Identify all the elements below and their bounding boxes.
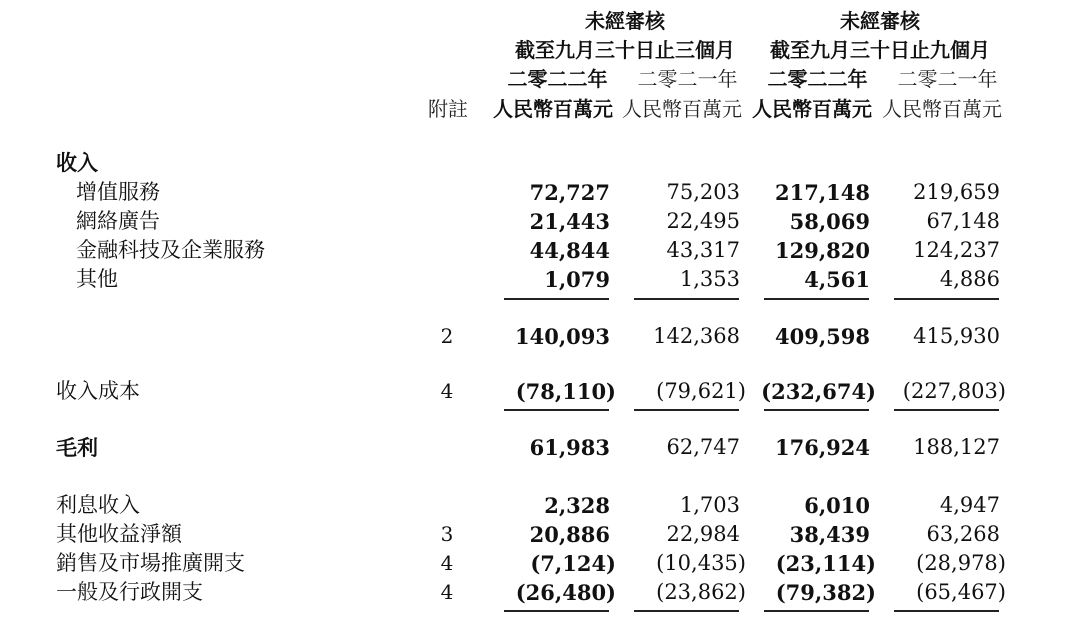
selling-value-2022-9m: (23,114) (775, 551, 876, 576)
vas-value-2022-9m: 217,148 (775, 180, 870, 205)
subtotal-rule (504, 610, 609, 612)
selling-value-2022-3m: (7,124) (530, 551, 616, 576)
admin-value-2021-9m: (65,467) (916, 580, 1006, 604)
revenue-total-2021-9m: 415,930 (913, 324, 1000, 348)
subtotal-rule (504, 409, 609, 411)
other-gains-value-2022-3m: 20,886 (529, 522, 610, 547)
gross-value-2022-3m: 61,983 (529, 435, 610, 460)
revenue-total-2022-3m: 140,093 (515, 324, 610, 349)
vas-value-2022-3m: 72,727 (529, 180, 610, 205)
admin-note: 4 (440, 580, 454, 604)
revenue-total-note: 2 (440, 324, 454, 348)
others-value-2022-9m: 4,561 (804, 267, 870, 292)
subtotal-rule (504, 298, 609, 300)
ads-value-2021-3m: 22,495 (666, 209, 740, 233)
other-gains-value-2021-9m: 63,268 (926, 522, 1000, 546)
cost-note: 4 (440, 379, 454, 403)
subtotal-rule (634, 298, 739, 300)
subtotal-rule (764, 298, 869, 300)
interest-value-2022-3m: 2,328 (544, 493, 610, 518)
interest-value-2021-9m: 4,947 (939, 493, 1000, 517)
admin-value-2022-9m: (79,382) (775, 580, 876, 605)
ads-value-2022-3m: 21,443 (529, 209, 610, 234)
header-col1-year: 二零二二年 (507, 67, 608, 91)
other-gains-value-2022-9m: 38,439 (789, 522, 870, 547)
revenue-total-2022-9m: 409,598 (775, 324, 870, 349)
row-label-admin: 一般及行政開支 (56, 580, 203, 604)
header-note-label: 附註 (428, 97, 468, 121)
header-col2-unit: 人民幣百萬元 (622, 97, 742, 121)
fintech-value-2021-3m: 43,317 (666, 238, 740, 262)
selling-value-2021-3m: (10,435) (656, 551, 746, 575)
subtotal-rule (894, 409, 999, 411)
header-unaudited-3m: 未經審核 (585, 9, 665, 33)
header-col1-unit: 人民幣百萬元 (493, 97, 613, 121)
row-label-interest: 利息收入 (56, 493, 140, 517)
cost-value-2021-3m: (79,621) (656, 379, 746, 403)
revenue-total-2021-3m: 142,368 (653, 324, 740, 348)
fintech-value-2022-3m: 44,844 (529, 238, 610, 263)
admin-value-2021-3m: (23,862) (656, 580, 746, 604)
subtotal-rule (764, 610, 869, 612)
selling-value-2021-9m: (28,978) (916, 551, 1006, 575)
vas-value-2021-9m: 219,659 (913, 180, 1000, 204)
header-col4-year: 二零二一年 (897, 67, 998, 91)
interest-value-2021-3m: 1,703 (679, 493, 740, 517)
other-gains-note: 3 (440, 522, 454, 546)
row-label-gross: 毛利 (56, 435, 98, 460)
subtotal-rule (634, 610, 739, 612)
subtotal-rule (764, 409, 869, 411)
row-label-selling: 銷售及市場推廣開支 (56, 551, 245, 575)
row-label-ads: 網絡廣告 (76, 209, 160, 233)
row-label-fintech: 金融科技及企業服務 (76, 238, 265, 262)
ads-value-2021-9m: 67,148 (926, 209, 1000, 233)
ads-value-2022-9m: 58,069 (789, 209, 870, 234)
subtotal-rule (894, 610, 999, 612)
interest-value-2022-9m: 6,010 (804, 493, 870, 518)
row-label-vas: 增值服務 (76, 180, 160, 204)
row-label-others: 其他 (76, 267, 118, 291)
fintech-value-2021-9m: 124,237 (913, 238, 1000, 262)
vas-value-2021-3m: 75,203 (666, 180, 740, 204)
header-unaudited-9m: 未經審核 (840, 9, 920, 33)
others-value-2022-3m: 1,079 (544, 267, 610, 292)
row-label-other-gains: 其他收益淨額 (56, 522, 182, 546)
gross-value-2021-9m: 188,127 (913, 435, 1000, 459)
header-period-9m: 截至九月三十日止九個月 (770, 38, 990, 62)
header-col4-unit: 人民幣百萬元 (882, 97, 1002, 121)
subtotal-rule (894, 298, 999, 300)
admin-value-2022-3m: (26,480) (515, 580, 616, 605)
other-gains-value-2021-3m: 22,984 (666, 522, 740, 546)
header-col3-unit: 人民幣百萬元 (752, 97, 872, 121)
others-value-2021-3m: 1,353 (679, 267, 740, 291)
cost-value-2021-9m: (227,803) (902, 379, 1006, 403)
revenue-heading: 收入 (56, 150, 98, 175)
gross-value-2022-9m: 176,924 (775, 435, 870, 460)
subtotal-rule (634, 409, 739, 411)
cost-value-2022-9m: (232,674) (761, 379, 876, 404)
others-value-2021-9m: 4,886 (939, 267, 1000, 291)
cost-value-2022-3m: (78,110) (515, 379, 616, 404)
selling-note: 4 (440, 551, 454, 575)
header-col3-year: 二零二二年 (767, 67, 868, 91)
header-period-3m: 截至九月三十日止三個月 (515, 38, 735, 62)
row-label-cost: 收入成本 (56, 379, 140, 403)
gross-value-2021-3m: 62,747 (666, 435, 740, 459)
header-col2-year: 二零二一年 (637, 67, 738, 91)
fintech-value-2022-9m: 129,820 (775, 238, 870, 263)
